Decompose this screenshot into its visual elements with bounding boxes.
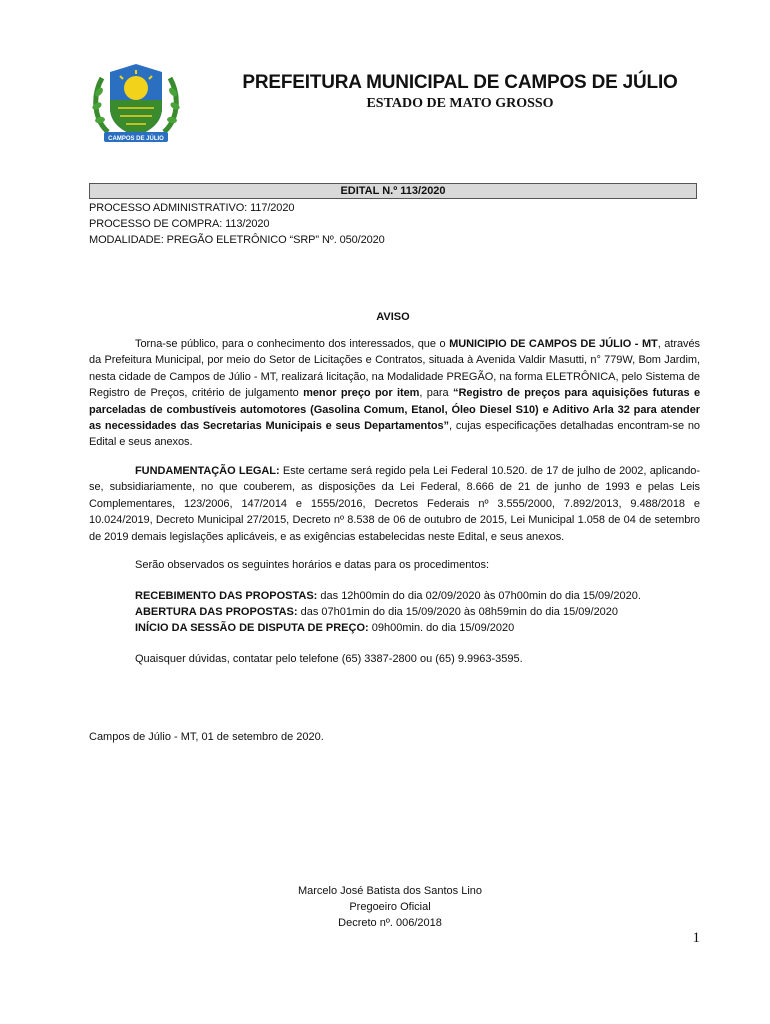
contato-duvidas: Quaisquer dúvidas, contatar pelo telefone (65) 3387-2800 ou (65) 9.9963-3595.	[135, 653, 523, 665]
fundamentacao-legal-paragraph: FUNDAMENTAÇÃO LEGAL: Este certame será regido pela Lei Federal 10.520. de 17 de julho de 2002, aplicando-se, subsidiariamente, no que couberem, as disposições da Lei Federal, 8.666 de 21 de junho de 1993 e pelas Leis Complementares, 123/2006, 147/2014 e 1555/2016, Decretos Federais nº 3.555/2000, 7.892/2013, 9.488/2018 e 10.024/2019, Decreto Municipal 27/2015, Decreto nº 8.538 de 06 de outubro de 2015, Lei Municipal 1.058 de 04 de setembro de 2019 demais legislações aplicáveis, e as exigências estabelecidas neste Edital, e seus anexos.	[89, 465, 700, 543]
edital-number-box: EDITAL N.º 113/2020	[89, 183, 697, 199]
aviso-heading: AVISO	[376, 311, 410, 323]
modalidade: MODALIDADE: PREGÃO ELETRÔNICO “SRP” Nº. 050/2020	[89, 234, 385, 246]
inicio-sessao: INÍCIO DA SESSÃO DE DISPUTA DE PREÇO: 09h00min. do dia 15/09/2020	[135, 622, 515, 634]
recebimento-propostas: RECEBIMENTO DAS PROPOSTAS: das 12h00min do dia 02/09/2020 às 07h00min do dia 15/09/2020.	[135, 590, 641, 602]
page-number: 1	[692, 930, 700, 946]
signatory-name: Marcelo José Batista dos Santos Lino	[297, 885, 483, 897]
signatory-decree: Decreto nº. 006/2018	[338, 917, 442, 929]
aviso-paragraph-1: Torna-se público, para o conhecimento dos interessados, que o MUNICIPIO DE CAMPOS DE JÚLIO - MT, através da Prefeitura Municipal, por meio do Setor de Licitações e Contratos, situada à Avenida Valdir Masutti, n° 779W, Bom Jardim, nesta cidade de Campos de Júlio - MT, realizará licitação, na Modalidade PREGÃO, na forma ELETRÔNICA, pelo Sistema de Registro de Preços, critério de julgamento menor preço por item, para “Registro de preços para aquisições futuras e parceladas de combustíveis automotores (Gasolina Comum, Etanol, Óleo Diesel S10) e Aditivo Arla 32 para atender as necessidades das Secretarias Municipais e seus Departamentos”, cujas especificações detalhadas encontram-se no Edital e seus anexos.	[89, 338, 701, 449]
local-data: Campos de Júlio - MT, 01 de setembro de 2020.	[89, 731, 324, 743]
municipal-seal-icon	[88, 62, 184, 146]
processo-compra: PROCESSO DE COMPRA: 113/2020	[89, 218, 270, 230]
abertura-propostas: ABERTURA DAS PROPOSTAS: das 07h01min do dia 15/09/2020 às 08h59min do dia 15/09/2020	[135, 606, 619, 618]
horarios-intro: Serão observados os seguintes horários e datas para os procedimentos:	[135, 559, 490, 571]
page-title: PREFEITURA MUNICIPAL DE CAMPOS DE JÚLIO	[242, 72, 678, 93]
page-subtitle: ESTADO DE MATO GROSSO	[366, 96, 554, 111]
processo-administrativo: PROCESSO ADMINISTRATIVO: 117/2020	[89, 202, 295, 214]
signatory-role: Pregoeiro Oficial	[349, 901, 431, 913]
seal-text: CAMPOS DE JÚLIO	[108, 136, 164, 142]
